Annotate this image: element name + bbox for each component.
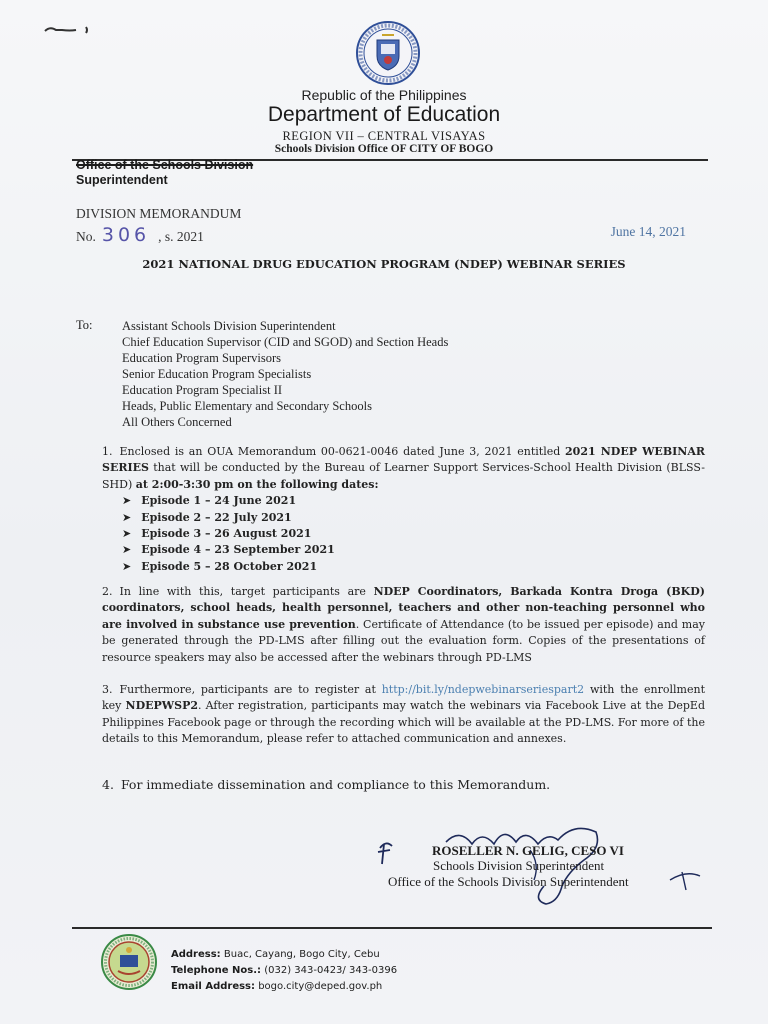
footer-value: Buac, Cayang, Bogo City, Cebu [223, 949, 380, 960]
recipient-item: All Others Concerned [122, 415, 232, 429]
paragraph-text: . Certificate of Attendance (to be issued per episode) and may be generated through the PD-LMS after filling out the evaluation form. Copies of the presentations of resource speakers may also be accessed after the webinars through PD-LMS [102, 617, 706, 664]
memo-type: DIVISION MEMORANDUM [76, 206, 242, 221]
episode-label: Episode 5 – 28 October 2021 [141, 559, 318, 573]
memo-number: 306 [101, 224, 151, 246]
paragraph-number: 3. [102, 683, 113, 696]
paragraph-number: 1. [102, 445, 113, 458]
enrollment-key: NDEPWSP2 [125, 699, 199, 713]
paragraph-text: Furthermore, participants are to register at [119, 683, 382, 696]
office-heading-line2: Superintendent [76, 173, 168, 187]
division-office-line: Schools Division Office OF CITY OF BOGO [274, 143, 494, 155]
memo-no-label: No. [76, 229, 96, 244]
department-name: Department of Education [267, 103, 501, 126]
office-heading [76, 158, 253, 188]
to-label: To: [76, 318, 93, 332]
paragraph-bold-text: NDEP Coordinators, Barkada Kontra Droga (BKD) coordinators, school heads, health personnel, teachers and other non-teaching personnel who are involved in substance use prevention [102, 585, 705, 631]
recipient-item: Assistant Schools Division Superintendent [122, 319, 336, 333]
signatory-name: ROSELLER N. GELIG, CESO VI [432, 843, 624, 858]
memo-number-line [76, 224, 204, 246]
footer-contact [171, 947, 397, 995]
episode-label: Episode 4 – 23 September 2021 [141, 543, 335, 557]
office-heading-line1: Office of the Schools Division [76, 158, 254, 172]
division-seal-icon [100, 933, 158, 991]
recipient-item: Heads, Public Elementary and Secondary Schools [122, 399, 372, 413]
paragraph-bold-text: at 2:00-3:30 pm on the following dates: [135, 477, 379, 491]
signatory-office: Office of the Schools Division Superintendent [388, 874, 629, 889]
memo-title: 2021 NATIONAL DRUG EDUCATION PROGRAM (NDEP) WEBINAR SERIES [142, 257, 626, 271]
deped-seal-icon [352, 20, 424, 86]
region-line: REGION VII – CENTRAL VISAYAS [282, 129, 486, 143]
paragraph-number: 2. [102, 585, 113, 598]
episode-item [102, 510, 705, 526]
footer-value: (032) 343-0423/ 343-0396 [264, 965, 398, 976]
episode-item [102, 559, 705, 575]
footer-address [171, 947, 397, 963]
paragraph-number: 4. [102, 777, 114, 792]
registration-link[interactable]: http://bit.ly/ndepwebinarseriespart2 [381, 683, 585, 696]
memo-series: , s. 2021 [158, 229, 204, 244]
memo-date: June 14, 2021 [610, 224, 686, 239]
paragraph-1 [102, 444, 705, 575]
footer-phone [171, 963, 397, 979]
paragraph-4 [102, 777, 705, 793]
paragraph-text: that will be conducted by the Bureau of Learner Support Services-School Health Division (BLSS-SHD) [102, 461, 705, 491]
paragraph-bold-text: 2021 NDEP WEBINAR SERIES [102, 445, 705, 475]
paragraph-text: . After registration, participants may watch the webinars via Facebook Live at the DepEd Philippines Facebook page or through the recording which will be available at the PD-LMS. For more of the details to this Memorandum, please refer to attached communication and annexes. [102, 699, 706, 746]
paragraph-3 [102, 682, 705, 748]
episode-list [102, 493, 705, 575]
paragraph-text: For immediate dissemination and compliance to this Memorandum. [120, 777, 551, 792]
recipients-list [122, 318, 448, 430]
recipient-item: Education Program Specialist II [122, 383, 283, 397]
footer-email [171, 979, 397, 995]
arrow-bullet-icon: ➤ [122, 494, 132, 508]
episode-label: Episode 1 – 24 June 2021 [141, 494, 297, 508]
episode-item [102, 526, 705, 542]
footer-value[interactable]: bogo.city@deped.gov.ph [258, 981, 383, 992]
paragraph-text: with the enrollment key [102, 683, 705, 713]
arrow-bullet-icon: ➤ [122, 527, 132, 541]
recipient-item: Chief Education Supervisor (CID and SGOD) and Section Heads [122, 335, 449, 349]
episode-item [102, 493, 705, 509]
corner-scribble-mark [42, 22, 94, 36]
paragraph-text: Enclosed is an OUA Memorandum 00-0621-0046 dated June 3, 2021 entitled [119, 445, 566, 458]
signatory-title: Schools Division Superintendent [433, 858, 605, 873]
recipient-item: Senior Education Program Specialists [122, 367, 312, 381]
arrow-bullet-icon: ➤ [122, 559, 132, 573]
arrow-bullet-icon: ➤ [122, 543, 132, 557]
footer-label: Address: [171, 949, 221, 960]
footer-divider [72, 927, 712, 929]
episode-label: Episode 2 – 22 July 2021 [141, 510, 292, 524]
arrow-bullet-icon: ➤ [122, 510, 132, 524]
footer-label: Email Address: [171, 981, 256, 992]
paragraph-text: In line with this, target participants are [119, 585, 374, 598]
paragraph-2 [102, 584, 705, 666]
recipient-item: Education Program Supervisors [122, 351, 282, 365]
episode-item [102, 542, 705, 558]
footer-label: Telephone Nos.: [171, 965, 262, 976]
episode-label: Episode 3 – 26 August 2021 [141, 527, 312, 541]
republic-line: Republic of the Philippines [301, 87, 467, 103]
